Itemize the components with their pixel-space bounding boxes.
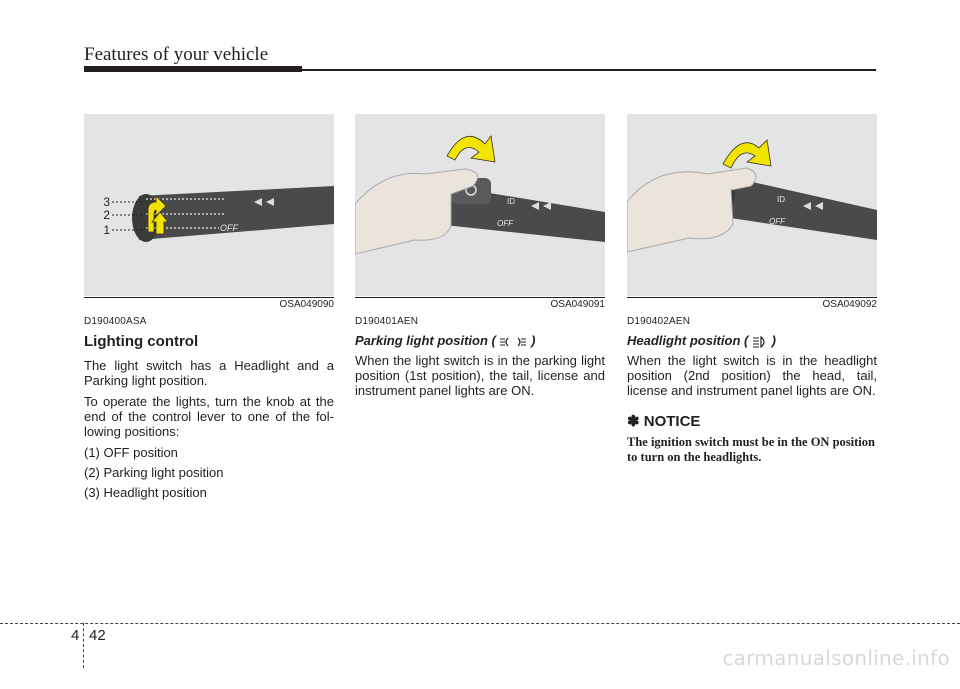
section-heading: Lighting control [84,333,199,350]
subheading-text: ) [771,333,776,348]
list-item: (1) OFF position [84,445,178,460]
figure-caption: OSA049092 [627,297,877,311]
lever-position-label-3: 3 [103,195,110,209]
headlight-icon [752,335,768,349]
parking-light-icon [499,335,527,349]
section-parking-light [355,316,605,404]
svg-text:ID: ID [225,182,234,192]
chapter-number: 4 [71,627,80,644]
svg-text:OFF: OFF [220,223,238,233]
notice-body: The ignition switch must be in the ON position to turn on the headlights. [627,434,875,464]
lever-position-label-1: 1 [103,223,110,237]
section-subheading [355,333,605,349]
paragraph: The light switch has a Headlight and a Parking light position. [84,358,334,388]
paragraph: To operate the lights, turn the knob at the end of the control lever to one of the fol-lowing positions: [84,394,334,439]
footer-divider [0,623,960,624]
section-code: D190400ASA [84,316,147,327]
svg-text:ID: ID [507,197,515,206]
figure-headlight-turn [627,114,877,296]
page-header-title: Features of your vehicle [84,44,269,65]
section-code: D190401AEN [355,316,419,327]
figure-caption: OSA049090 [84,297,334,311]
footer-vertical-divider [83,623,84,668]
figure-parking-light-turn [355,114,605,296]
paragraph: When the light switch is in the parking light position (1st position), the tail, license and instrument panel lights are ON. [355,352,605,398]
subheading-text: Parking light position ( [355,333,496,348]
lever-position-label-2: 2 [103,208,110,222]
section-code: D190402AEN [627,316,691,327]
svg-text:OFF: OFF [497,219,513,228]
section-lighting-control [84,316,334,505]
svg-text:OFF: OFF [769,217,785,226]
notice-title: ✽ NOTICE [627,412,701,430]
section-headlight [627,316,877,465]
subheading-text: Headlight position ( [627,333,749,348]
section-subheading [627,333,877,349]
paragraph: When the light switch is in the headlight position (2nd position) the head, tail, license and instrument panel lights are ON. [627,352,877,398]
list-item: (3) Headlight position [84,485,207,500]
figure-caption: OSA049091 [355,297,605,311]
watermark: carmanualsonline.info [722,646,950,670]
header-rule-thin [302,69,876,71]
list-item: (2) Parking light position [84,465,224,480]
figure-lighting-lever [84,114,334,296]
page-number: 42 [89,627,106,644]
header-rule-thick [84,66,302,72]
subheading-text: ) [531,333,536,348]
svg-text:ID: ID [777,195,785,204]
